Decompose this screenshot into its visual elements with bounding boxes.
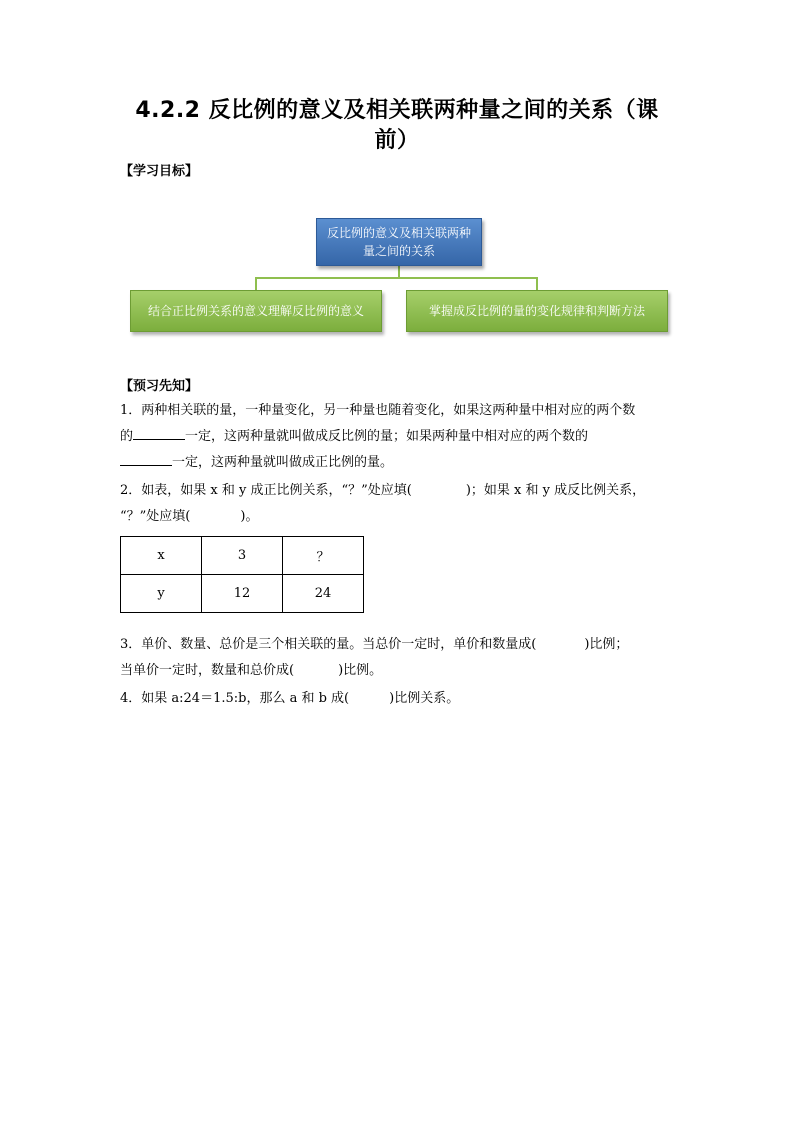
q1-line-3	[120, 450, 680, 476]
diagram-root-line-1: 反比例的意义及相关联两种	[326, 226, 471, 240]
question-3	[120, 632, 680, 684]
q4-pre: 4．如果 a:24＝1.5:b，那么 a 和 b 成(	[120, 691, 350, 706]
title-line-1: 4.2.2 反比例的意义及相关联两种量之间的关系（课	[135, 98, 659, 123]
q4-post: )比例关系。	[389, 691, 460, 706]
table-cell: y	[121, 575, 202, 613]
question-4	[120, 686, 680, 712]
question-2	[120, 478, 680, 530]
page-title	[100, 96, 694, 156]
table-row	[121, 537, 364, 575]
q1-blank-1[interactable]	[133, 425, 185, 440]
q2-line-1-pre: 2．如表，如果 x 和 y 成正比例关系，“？”处应填(	[120, 483, 412, 498]
q3-line-1-post: )比例；	[584, 637, 629, 652]
q1-line-2	[120, 424, 680, 450]
xy-value-table	[120, 536, 364, 613]
q2-line-1	[120, 478, 680, 504]
table-cell: 12	[202, 575, 283, 613]
question-1	[120, 398, 680, 476]
table-cell: ？	[283, 537, 364, 575]
diagram-root-box	[316, 218, 482, 266]
diagram-goal-right: 掌握成反比例的量的变化规律和判断方法	[406, 290, 668, 332]
q3-line-1	[120, 632, 680, 658]
connector-left	[256, 266, 399, 290]
goals-heading: 【学习目标】	[120, 164, 199, 179]
connector-right	[399, 278, 537, 290]
q3-line-2-post: )比例。	[338, 663, 383, 678]
goals-diagram	[120, 210, 680, 340]
q3-line-1-pre: 3．单价、数量、总价是三个相关联的量。当总价一定时，单价和数量成(	[120, 637, 537, 652]
q1-blank-2[interactable]	[120, 451, 172, 466]
table-cell: 3	[202, 537, 283, 575]
diagram-goal-left: 结合正比例关系的意义理解反比例的意义	[130, 290, 382, 332]
q1-line-3-post: 一定，这两种量就叫做成正比例的量。	[172, 455, 394, 470]
title-line-2: 前）	[374, 128, 420, 153]
q2-line-1-post: )；如果 x 和 y 成反比例关系，	[465, 483, 646, 498]
table-cell: x	[121, 537, 202, 575]
q2-line-2-post: )。	[240, 509, 259, 524]
q1-line-2-post: 一定，这两种量就叫做成反比例的量；如果两种量中相对应的两个数的	[185, 429, 589, 444]
q2-line-2-pre: “？”处应填(	[120, 509, 191, 524]
table-row	[121, 575, 364, 613]
q2-line-2	[120, 504, 680, 530]
table-cell: 24	[283, 575, 364, 613]
q3-line-2	[120, 658, 680, 684]
q3-line-2-pre: 当单价一定时，数量和总价成(	[120, 663, 295, 678]
preview-heading: 【预习先知】	[120, 379, 199, 394]
q1-line-1: 1．两种相关联的量，一种量变化，另一种量也随着变化，如果这两种量中相对应的两个数	[120, 403, 636, 418]
q4-line-1	[120, 686, 680, 712]
diagram-root-line-2: 量之间的关系	[362, 244, 435, 258]
q1-line-2-pre: 的	[120, 429, 134, 444]
